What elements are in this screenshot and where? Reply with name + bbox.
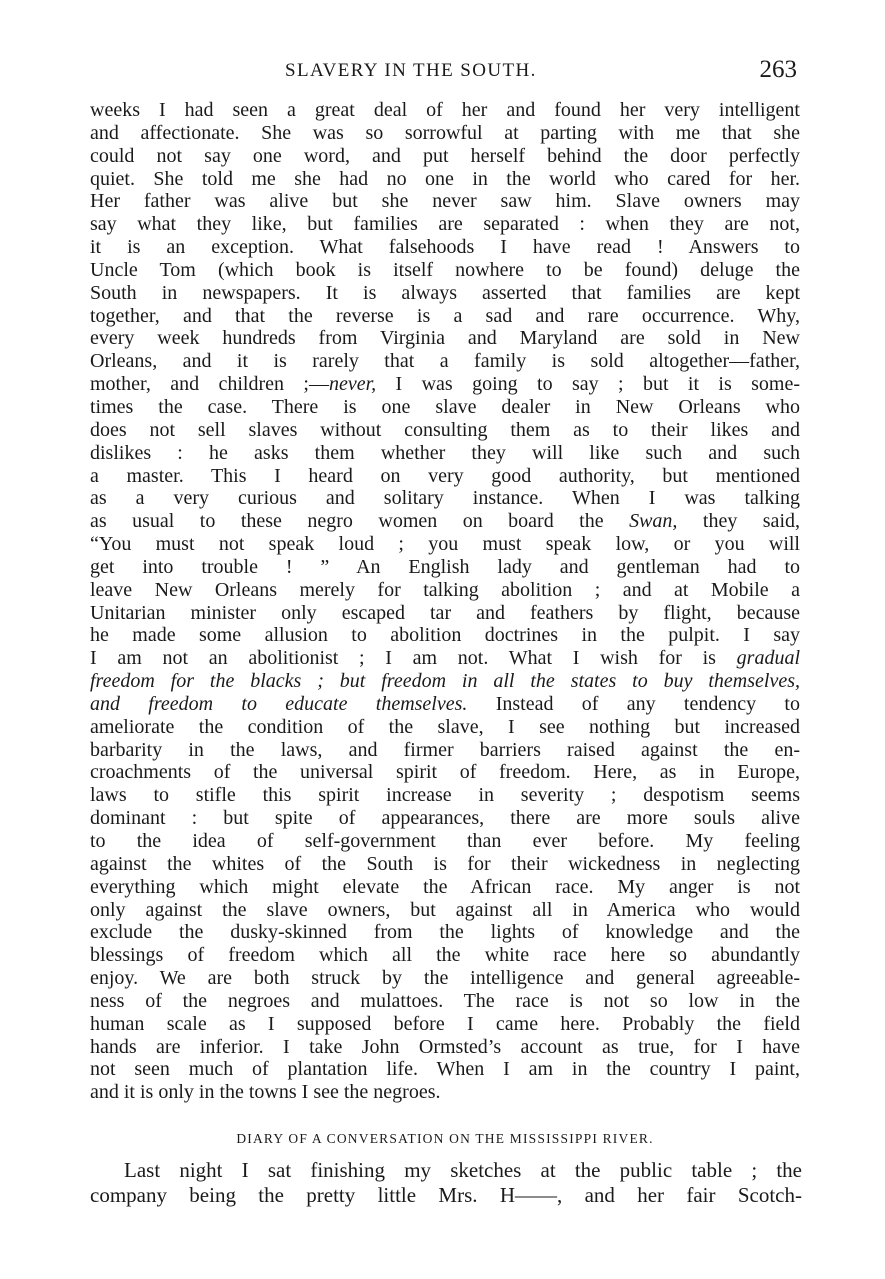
text-line (90, 693, 800, 716)
text-line: company being the pretty little Mrs. H——, and her fair Scotch- (90, 1183, 802, 1207)
italic-segment: gradual (736, 647, 800, 670)
text-line: quiet. She told me she had no one in the world who cared for her. (90, 167, 800, 190)
text-line: barbarity in the laws, and firmer barriers raised against the en- (90, 738, 800, 761)
text-line: ness of the negroes and mulattoes. The race is not so low in the (90, 989, 800, 1012)
text-line: together, and that the reverse is a sad and rare occurrence. Why, (90, 304, 800, 327)
text-line: Last night I sat finishing my sketches at the public table ; the (124, 1158, 802, 1182)
text-line: to the idea of self-government than ever before. My feeling (90, 830, 800, 852)
page-number: 263 (759, 56, 797, 83)
text-segment: they said, (677, 510, 800, 533)
page-header (90, 56, 797, 86)
text-line: “You must not speak loud ; you must speak low, or you will (90, 533, 800, 556)
italic-segment: Swan, (629, 510, 678, 533)
italic-segment: freedom for the blacks ; but freedom in all the states to buy themselves, (90, 670, 800, 693)
text-line: South in newspapers. It is always asserted that families are kept (90, 281, 800, 304)
text-segment: as usual to these negro women on board the (90, 510, 630, 533)
text-line (90, 510, 800, 533)
text-line (90, 373, 800, 396)
text-line: Her father was alive but she never saw him. Slave owners may (90, 190, 800, 213)
text-line: blessings of freedom which all the white race here so abundantly (90, 944, 800, 967)
text-line: only against the slave owners, but against all in America who would (90, 898, 800, 921)
text-line: a master. This I heard on very good authority, but mentioned (90, 464, 800, 487)
text-line: and it is only in the towns I see the negroes. (90, 1081, 441, 1104)
running-head: SLAVERY IN THE SOUTH. (285, 60, 537, 81)
text-segment: I was going to say ; but it is some- (376, 373, 800, 396)
text-segment: mother, and children ;— (90, 373, 329, 396)
italic-segment: and freedom to educate themselves. (90, 692, 468, 715)
text-line: get into trouble ! ” An English lady and gentleman had to (90, 555, 800, 578)
text-line: hands are inferior. I take John Ormsted’s account as true, for I have (90, 1035, 800, 1058)
text-segment: Instead of any tendency to (467, 692, 800, 715)
text-line: dislikes : he asks them whether they will like such and such (90, 441, 800, 464)
italic-segment: never, (328, 373, 377, 396)
text-line: dominant : but spite of appearances, there are more souls alive (90, 807, 800, 830)
diary-paragraph (90, 1158, 802, 1208)
text-line: Uncle Tom (which book is itself nowhere to be found) deluge the (90, 258, 800, 281)
text-line: could not say one word, and put herself behind the door perfectly (90, 144, 800, 167)
body-paragraph (90, 99, 800, 1104)
text-line: not seen much of plantation life. When I am in the country I paint, (90, 1058, 800, 1081)
text-line: weeks I had seen a great deal of her and found her very intelligent (90, 99, 800, 121)
text-line: human scale as I supposed before I came here. Probably the field (90, 1012, 800, 1035)
text-line: say what they like, but families are separated : when they are not, (90, 213, 800, 236)
text-segment: I am not an abolitionist ; I am not. What I wish for is (90, 647, 737, 670)
text-line: against the whites of the South is for their wickedness in neglecting (90, 852, 800, 875)
text-line: exclude the dusky-skinned from the lights of knowledge and the (90, 921, 800, 944)
text-line: everything which might elevate the African race. My anger is not (90, 875, 800, 898)
text-line (90, 670, 800, 693)
text-line: croachments of the universal spirit of freedom. Here, as in Europe, (90, 761, 800, 784)
text-line: ameliorate the condition of the slave, I see nothing but increased (90, 715, 800, 738)
text-line: Orleans, and it is rarely that a family is sold altogether—father, (90, 350, 800, 373)
text-line (90, 647, 800, 670)
text-line: does not sell slaves without consulting them as to their likes and (90, 418, 800, 441)
text-line: Unitarian minister only escaped tar and feathers by flight, because (90, 601, 800, 624)
text-line: it is an exception. What falsehoods I have read ! Answers to (90, 236, 800, 259)
text-line: he made some allusion to abolition doctrines in the pulpit. I say (90, 624, 800, 647)
section-heading: DIARY OF A CONVERSATION ON THE MISSISSIPPI RIVER. (236, 1131, 654, 1146)
text-line: leave New Orleans merely for talking abolition ; and at Mobile a (90, 578, 800, 601)
text-line: laws to stifle this spirit increase in severity ; despotism seems (90, 784, 800, 807)
text-line: enjoy. We are both struck by the intelligence and general agreeable- (90, 967, 800, 990)
text-line: as a very curious and solitary instance. When I was talking (90, 487, 800, 510)
text-line: every week hundreds from Virginia and Maryland are sold in New (90, 327, 800, 350)
text-line: times the case. There is one slave dealer in New Orleans who (90, 395, 800, 418)
text-line: and affectionate. She was so sorrowful at parting with me that she (90, 121, 800, 144)
